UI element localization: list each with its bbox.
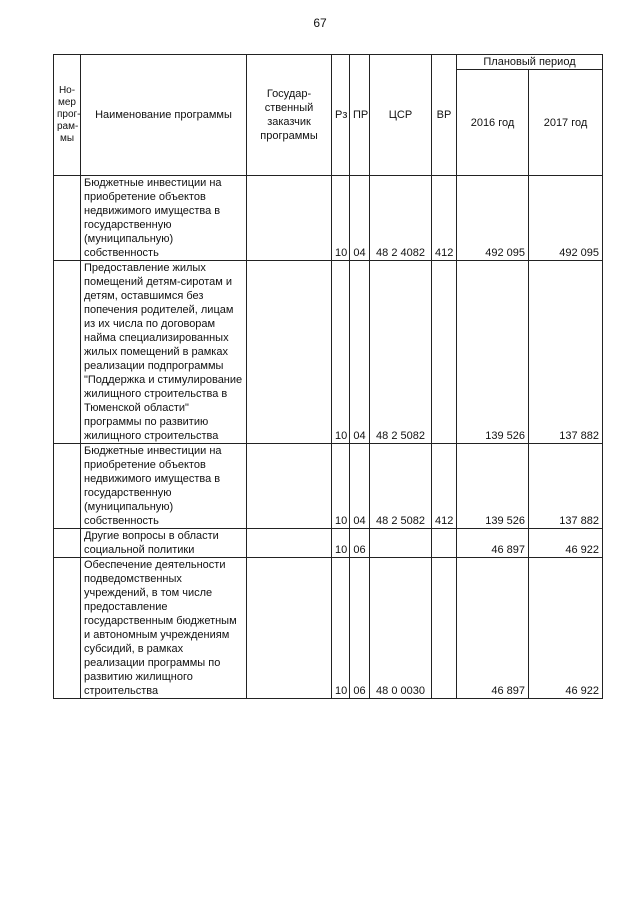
- customer-cell: [247, 558, 332, 699]
- customer-cell: [247, 261, 332, 444]
- page-number: 67: [313, 16, 327, 30]
- vr-cell: [432, 558, 457, 699]
- customer-cell: [247, 444, 332, 529]
- program-name: Обеспечение деятельности подведомственных учреждений, в том числе предоставление государственным бюджетным и автономным учреждениям субсидий, в рамках реализации программы по развитию жилищного строительства: [81, 558, 247, 699]
- value-2017: 137 882: [529, 261, 603, 444]
- table-row: [54, 261, 603, 444]
- pr-cell: 04: [350, 444, 370, 529]
- number-cell: [54, 529, 81, 558]
- header-planned-period: Плановый период: [457, 55, 603, 70]
- value-2017: 137 882: [529, 444, 603, 529]
- pr-cell: 06: [350, 529, 370, 558]
- rz-cell: 10: [332, 558, 350, 699]
- value-2017: 492 095: [529, 176, 603, 261]
- program-name: Бюджетные инвестиции на приобретение объектов недвижимого имущества в государственную (муниципальную) собственность: [81, 444, 247, 529]
- pr-cell: 04: [350, 176, 370, 261]
- header-rz: Рз: [332, 55, 350, 176]
- rz-cell: 10: [332, 444, 350, 529]
- program-name: Другие вопросы в области социальной политики: [81, 529, 247, 558]
- number-cell: [54, 444, 81, 529]
- header-customer: Государ-ственный заказчик программы: [247, 55, 332, 176]
- csr-cell: 48 2 5082: [370, 444, 432, 529]
- rz-cell: 10: [332, 261, 350, 444]
- customer-cell: [247, 176, 332, 261]
- table-row: [54, 558, 603, 699]
- rz-cell: 10: [332, 529, 350, 558]
- csr-cell: 48 2 4082: [370, 176, 432, 261]
- header-year-2016: 2016 год: [457, 70, 529, 176]
- csr-cell: 48 2 5082: [370, 261, 432, 444]
- number-cell: [54, 176, 81, 261]
- table-row: [54, 444, 603, 529]
- program-name: Предоставление жилых помещений детям-сиротам и детям, оставшимся без попечения родителей, лицам из их числа по договорам найма специализированных жилых помещений в рамках реализации подпрограммы "Поддержка и стимулирование жилищного строительства в Тюменской области" программы по развитию жилищного строительства: [81, 261, 247, 444]
- table-row: [54, 176, 603, 261]
- csr-cell: [370, 529, 432, 558]
- vr-cell: [432, 261, 457, 444]
- vr-cell: [432, 529, 457, 558]
- header-year-2017: 2017 год: [529, 70, 603, 176]
- customer-cell: [247, 529, 332, 558]
- budget-table: [53, 54, 603, 699]
- value-2016: 46 897: [457, 529, 529, 558]
- header-csr: ЦСР: [370, 55, 432, 176]
- header-pr: ПР: [350, 55, 370, 176]
- pr-cell: 06: [350, 558, 370, 699]
- number-cell: [54, 558, 81, 699]
- pr-cell: 04: [350, 261, 370, 444]
- header-vr: ВР: [432, 55, 457, 176]
- value-2017: 46 922: [529, 558, 603, 699]
- value-2016: 139 526: [457, 261, 529, 444]
- header-name: Наименование программы: [81, 55, 247, 176]
- vr-cell: 412: [432, 176, 457, 261]
- header-number: Но-мер прог-рам-мы: [54, 55, 81, 176]
- value-2016: 139 526: [457, 444, 529, 529]
- vr-cell: 412: [432, 444, 457, 529]
- program-name: Бюджетные инвестиции на приобретение объектов недвижимого имущества в государственную (муниципальную) собственность: [81, 176, 247, 261]
- table-row: [54, 529, 603, 558]
- rz-cell: 10: [332, 176, 350, 261]
- value-2016: 492 095: [457, 176, 529, 261]
- number-cell: [54, 261, 81, 444]
- value-2017: 46 922: [529, 529, 603, 558]
- value-2016: 46 897: [457, 558, 529, 699]
- csr-cell: 48 0 0030: [370, 558, 432, 699]
